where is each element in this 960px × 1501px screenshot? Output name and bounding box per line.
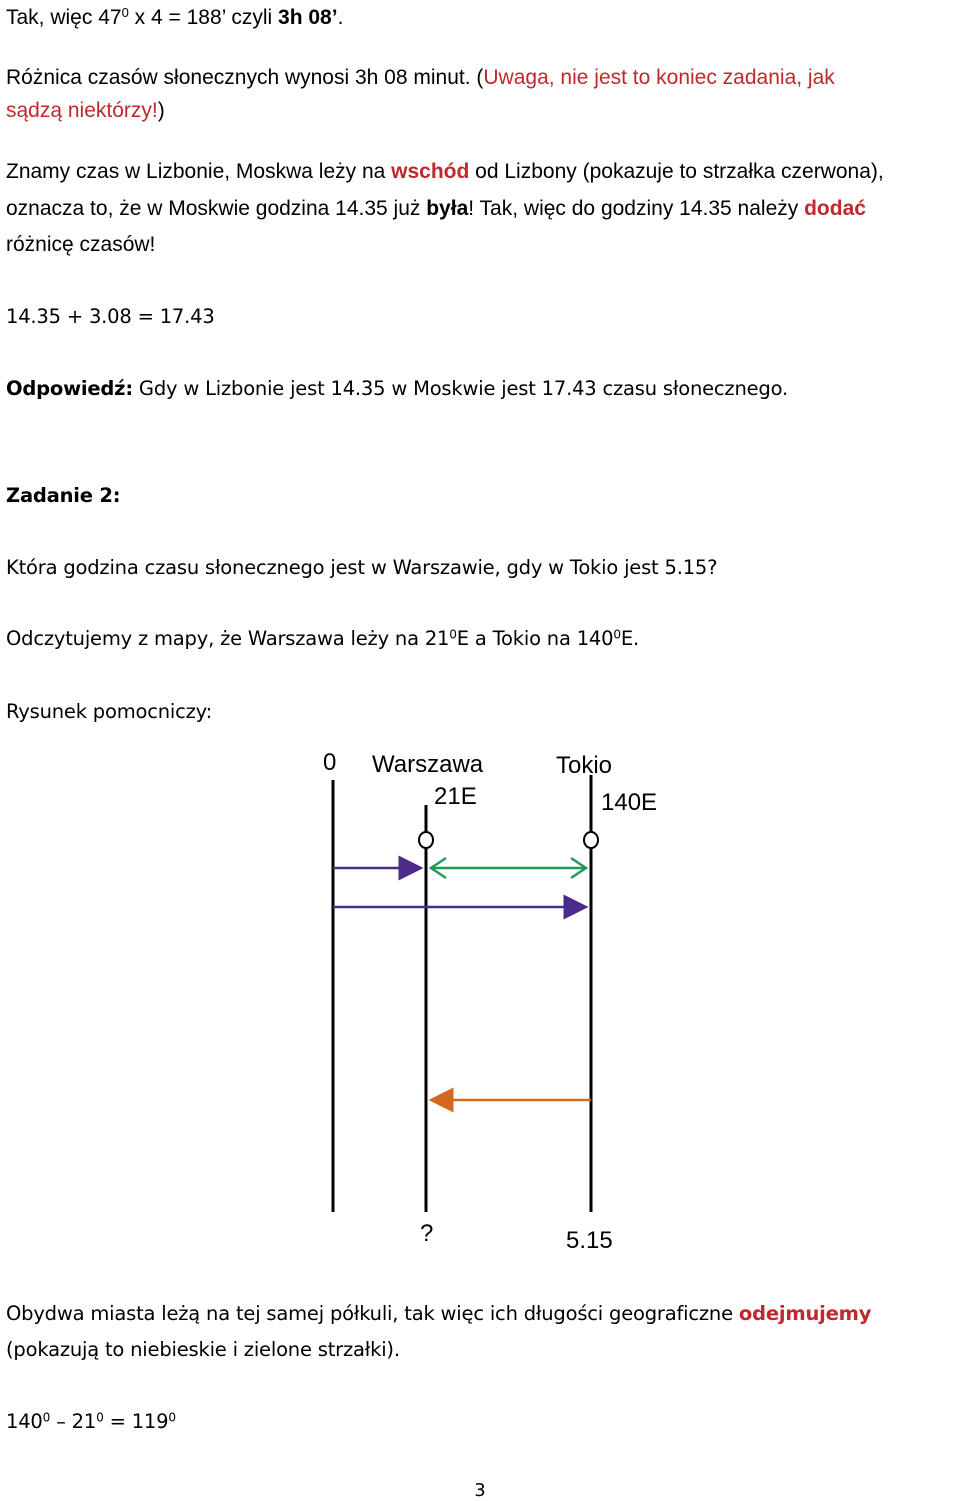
paragraph-moscow-line2 <box>6 197 866 221</box>
task-question: Która godzina czasu słonecznego jest w Warszawie, gdy w Tokio jest 5.15? <box>6 556 718 579</box>
text: Tak, więc 47 <box>6 6 122 29</box>
text: oznacza to, że w Moskwie godzina 14.35 już <box>6 197 427 220</box>
warszawa-circle <box>419 832 433 848</box>
text: od Lizbony (pokazuje to strzałka czerwona), <box>469 160 884 183</box>
hemisphere-line1 <box>6 1302 871 1325</box>
paragraph-time-difference-line2 <box>6 99 165 123</box>
tokio-circle <box>584 832 598 848</box>
warning-text: Uwaga, nie jest to koniec zadania, jak <box>483 66 835 89</box>
tokio-time-label: 5.15 <box>566 1227 613 1254</box>
degree-sup: 0 <box>168 1410 176 1425</box>
text: = 119 <box>103 1410 169 1433</box>
text: Obydwa miasta leżą na tej samej półkuli, tak więc ich długości geograficzne <box>6 1302 739 1325</box>
paragraph-moscow-line3: różnicę czasów! <box>6 233 156 256</box>
map-reading-line <box>6 627 639 650</box>
text: E. <box>620 627 639 650</box>
text: x 4 = 188’ czyli <box>128 6 279 29</box>
calculation-moscow: 14.35 + 3.08 = 17.43 <box>6 305 215 328</box>
answer-line <box>6 377 788 400</box>
degree-sup: 0 <box>449 627 457 642</box>
answer-label: Odpowiedź: <box>6 377 133 400</box>
calculation-longitude <box>6 1410 176 1433</box>
text: ! Tak, więc do godziny 14.35 należy <box>468 197 805 220</box>
highlight-subtract: odejmujemy <box>738 1302 872 1325</box>
answer-text: Gdy w Lizbonie jest 14.35 w Moskwie jest 17.43 czasu słonecznego. <box>132 377 788 400</box>
text: . <box>337 6 344 29</box>
text: Znamy czas w Lizbonie, Moskwa leży na <box>6 160 392 183</box>
page-number: 3 <box>474 1480 486 1501</box>
green-difference-arrow <box>431 858 586 878</box>
task-title: Zadanie 2: <box>6 484 121 507</box>
text: ) <box>157 99 165 122</box>
highlight-add: dodać <box>804 197 866 220</box>
drawing-label: Rysunek pomocniczy: <box>6 700 212 723</box>
zero-meridian-label: 0 <box>323 749 337 776</box>
degree-sup: 0 <box>613 627 621 642</box>
bold-result: 3h 08’ <box>278 6 338 29</box>
warning-text: sądzą niektórzy! <box>6 99 158 122</box>
warszawa-longitude-label: 21E <box>434 783 477 810</box>
helper-diagram <box>0 730 960 1270</box>
text: Różnica czasów słonecznych wynosi 3h 08 minut. ( <box>6 66 484 89</box>
text: E a Tokio na 140 <box>456 627 614 650</box>
bold-text: była <box>426 197 469 220</box>
degree-sup: 0 <box>42 1410 51 1425</box>
paragraph-time-difference-line1 <box>6 66 835 90</box>
paragraph-moscow-line1 <box>6 160 884 184</box>
degree-sup: 0 <box>121 4 129 20</box>
tokio-longitude-label: 140E <box>601 789 658 816</box>
tokio-label: Tokio <box>556 752 613 779</box>
paragraph-calc-47x4 <box>6 6 343 30</box>
warszawa-label: Warszawa <box>372 751 484 778</box>
question-mark-label: ? <box>420 1220 434 1247</box>
text: – 21 <box>50 1410 97 1433</box>
degree-sup: 0 <box>96 1410 104 1425</box>
hemisphere-line2: (pokazują to niebieskie i zielone strzałki). <box>6 1338 400 1361</box>
text: 140 <box>6 1410 43 1433</box>
highlight-east: wschód <box>391 160 470 183</box>
text: Odczytujemy z mapy, że Warszawa leży na 21 <box>6 627 450 650</box>
